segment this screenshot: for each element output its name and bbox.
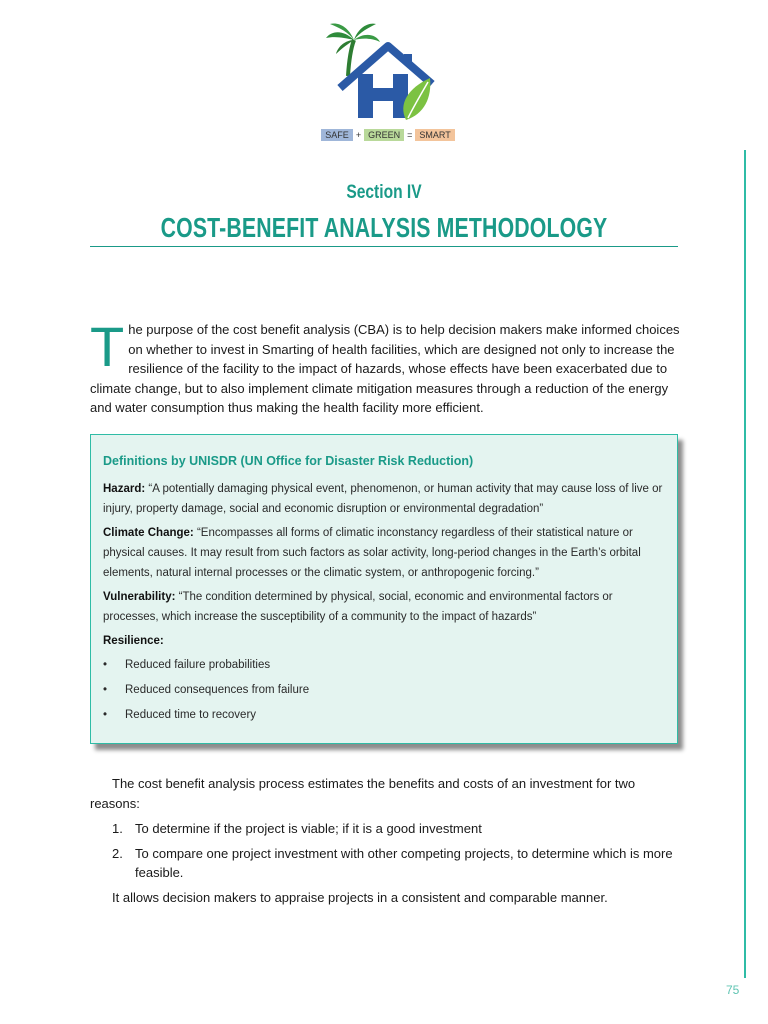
definition-text: “Encompasses all forms of climatic inconstancy regardless of their statistical nature or physical causes. It may result from such factors as solar activity, long-period changes in the Earth’s orbital elements, natural internal processes or the climatic system, or anthropogenic forcing.” (103, 527, 641, 579)
page-number: 75 (726, 983, 740, 997)
tagline-plus: + (355, 130, 362, 140)
definition-text: “The condition determined by physical, social, economic and environmental factors or processes, which increase the susceptibility of a community to the impact of hazards” (103, 591, 613, 623)
tagline-smart: SMART (415, 129, 454, 141)
list-item: • Reduced time to recovery (103, 703, 665, 728)
definitions-title: Definitions by UNISDR (UN Office for Disaster Risk Reduction) (103, 454, 474, 468)
body-section (90, 774, 680, 908)
list-item: • Reduced consequences from failure (103, 678, 665, 703)
drop-cap: T (90, 315, 125, 378)
resilience-list (103, 653, 665, 728)
list-number: 2. (112, 845, 123, 861)
logo-tagline (318, 128, 458, 142)
safe-green-smart-logo (318, 18, 458, 143)
tagline-safe: SAFE (321, 129, 353, 141)
definition-term: Vulnerability: (103, 591, 176, 603)
definitions-box (90, 434, 678, 744)
list-text: To compare one project investment with other competing projects, to determine which is more feasible. (135, 845, 673, 881)
tagline-green: GREEN (364, 129, 404, 141)
hospital-house-icon (318, 18, 458, 128)
body-closing: It allows decision makers to appraise projects in a consistent and comparable manner. (112, 889, 608, 905)
definition-term: Climate Change: (103, 527, 194, 539)
page-title: COST-BENEFIT ANALYSIS METHODOLOGY (160, 212, 608, 243)
list-item (90, 819, 680, 839)
tagline-equals: = (407, 130, 413, 140)
list-item (90, 844, 680, 883)
section-label: Section IV (346, 182, 422, 203)
list-number: 1. (112, 821, 123, 837)
margin-rule (744, 150, 746, 978)
definition-vulnerability (103, 587, 665, 627)
definition-climate-change (103, 523, 665, 583)
intro-paragraph (90, 315, 680, 418)
body-lead: The cost benefit analysis process estimates the benefits and costs of an investment for two reasons: (90, 776, 636, 811)
definition-term: Hazard: (103, 483, 146, 495)
list-item: • Reduced failure probabilities (103, 653, 665, 678)
definition-text: “A potentially damaging physical event, phenomenon, or human activity that may cause loss of live or injury, property damage, social and economic disruption or environmental degradation” (103, 483, 663, 515)
list-text: To determine if the project is viable; if it is a good investment (135, 821, 482, 837)
definition-resilience (103, 631, 665, 651)
intro-text: he purpose of the cost benefit analysis (CBA) is to help decision makers make informed choices on whether to invest in Smarting of health facilities, which are designed not only to increase the resilience of the facility to the impact of hazards, whose effects have been exacerbated due to climate change, but to also implement climate mitigation measures through a reduction of the energy and water consumption thus making the health facility more efficient. (90, 322, 680, 416)
definition-term: Resilience: (103, 635, 164, 647)
definition-hazard (103, 479, 665, 519)
title-divider (90, 246, 678, 247)
reasons-list (90, 819, 680, 883)
